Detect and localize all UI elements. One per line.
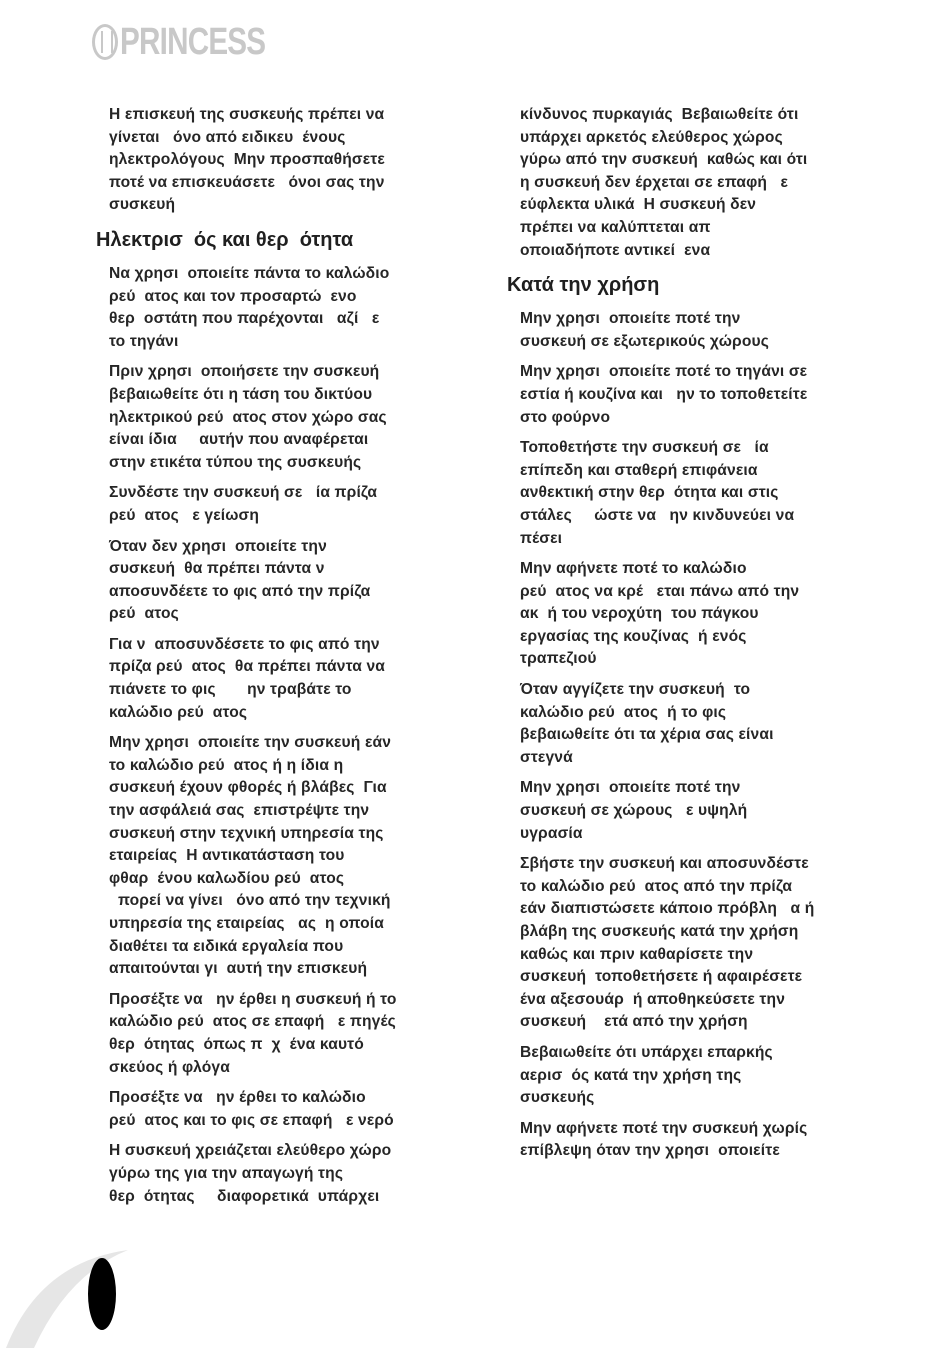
paragraph: Βεβαιωθείτε ότι υπάρχει επαρκής αερισ ός κατά την χρήση της συσκευής <box>520 1043 773 1107</box>
paragraph: Η επισκευή της συσκευής πρέπει να γίνεται όνο από ειδικευ ένους ηλεκτρολόγους Μην προσπαθήσετε ποτέ να επισκευάσετε όνοι σας την συσκευή <box>109 106 385 214</box>
paragraph: Μην αφήνετε ποτέ το καλώδιο ρεύ ατος να κρέ εται πάνω από την ακ ή του νεροχύτη του πάγκου εργασίας της κουζίνας ή ενός τραπεζιού <box>520 560 800 668</box>
paragraph: Για ν αποσυνδέσετε το φις από την πρίζα ρεύ ατος θα πρέπει πάντα να πιάνετε το φις ην τραβάτε το καλώδιο ρεύ ατος <box>109 635 386 721</box>
brand-name: PRINCESS <box>120 20 266 63</box>
paragraph: Μην χρησι οποιείτε ποτέ την συσκευή σε εξωτερικούς χώρους <box>520 310 770 350</box>
paragraph: Μην χρησι οποιείτε την συσκευή εάν το καλώδιο ρεύ ατος ή η ίδια η συσκευή έχουν φθορές ή βλάβες Για την ασφάλειά σας επιστρέψτε την συσκευή στην τεχνική υπηρεσία της εταιρείας Η αντικατάσταση του φθαρ ένου καλωδίου ρεύ ατος πορεί να γίνει όνο από την τεχνική υπηρεσία της εταιρείας ας η οποία διαθέτει τα ειδικά εργαλεία που απαιτούνται γι αυτή την επισκευή <box>109 734 392 978</box>
paragraph: Να χρησι οποιείτε πάντα το καλώδιο ρεύ ατος και τον προσαρτώ ενο θερ οστάτη που παρέχονται αζί ε το τηγάνι <box>109 264 390 350</box>
paragraph: Προσέξτε να ην έρθει το καλώδιο ρεύ ατος και το φις σε επαφή ε νερό <box>109 1089 394 1129</box>
paragraph: Όταν δεν χρησι οποιείτε την συσκευή θα πρέπει πάντα ν αποσυνδέετε το φις από την πρίζα ρεύ ατος <box>109 537 371 623</box>
paragraph: Η συσκευή χρειάζεται ελεύθερο χώρο γύρω της για την απαγωγή της θερ ότητας διαφορετικά υπάρχει <box>109 1142 392 1205</box>
paragraph: Τοποθετήστε την συσκευή σε ία επίπεδη και σταθερή επιφάνεια ανθεκτική στην θερ ότητα και στις στάλες ώστε να ην κινδυνεύει να πέσει <box>520 439 795 547</box>
paragraph: κίνδυνος πυρκαγιάς Βεβαιωθείτε ότι υπάρχει αρκετός ελεύθερος χώρος γύρω από την συσκευή καθώς και ότι η συσκευή δεν έρχεται σε επαφή ε εύφλεκτα υλικά Η συσκευή δεν πρέπει να καλύπτεται απ οποιαδήποτε αντικεί ενα <box>520 106 808 259</box>
section-heading: Κατά την χρήση <box>507 274 660 297</box>
page-marker-dot <box>88 1258 116 1330</box>
paragraph: Προσέξτε να ην έρθει η συσκευή ή το καλώδιο ρεύ ατος σε επαφή ε πηγές θερ ότητας όπως π χ ένα καυτό σκεύος ή φλόγα <box>109 990 397 1076</box>
right-column <box>505 104 865 1171</box>
left-column <box>94 104 454 1216</box>
section-heading: Ηλεκτρισ ός και θερ ότητα <box>96 228 354 251</box>
paragraph: Πριν χρησι οποιήσετε την συσκευή βεβαιωθείτε ότι η τάση του δικτύου ηλεκτρικού ρεύ ατος στον χώρο σας είναι ίδια αυτήν που αναφέρεται στην ετικέτα τύπου της συσκευής <box>109 363 387 471</box>
decorative-swoosh <box>0 1240 180 1348</box>
paragraph: Συνδέστε την συσκευή σε ία πρίζα ρεύ ατος ε γείωση <box>109 484 378 524</box>
paragraph: Μην χρησι οποιείτε ποτέ την συσκευή σε χώρους ε υψηλή υγρασία <box>520 779 748 842</box>
paragraph: Όταν αγγίζετε την συσκευή το καλώδιο ρεύ ατος ή το φις βεβαιωθείτε ότι τα χέρια σας είναι στεγνά <box>520 681 774 766</box>
paragraph: Μην χρησι οποιείτε ποτέ το τηγάνι σε εστία ή κουζίνα και ην το τοποθετείτε στο φούρνο <box>520 363 808 426</box>
logo-emblem-icon <box>92 24 118 60</box>
paragraph: Σβήστε την συσκευή και αποσυνδέστε το καλώδιο ρεύ ατος από την πρίζα εάν διαπιστώσετε κάποιο πρόβλη α ή βλάβη της συσκευής κατά την χρήση καθώς και πριν καθαρίσετε την συσκευή τοποθετήσετε ή αφαιρέσετε ένα αξεσουάρ ή αποθηκεύσετε την συσκευή ετά από την χρήση <box>520 855 815 1031</box>
paragraph: Μην αφήνετε ποτέ την συσκευή χωρίς επίβλεψη όταν την χρησι οποιείτε <box>520 1119 808 1160</box>
brand-logo <box>92 20 306 64</box>
